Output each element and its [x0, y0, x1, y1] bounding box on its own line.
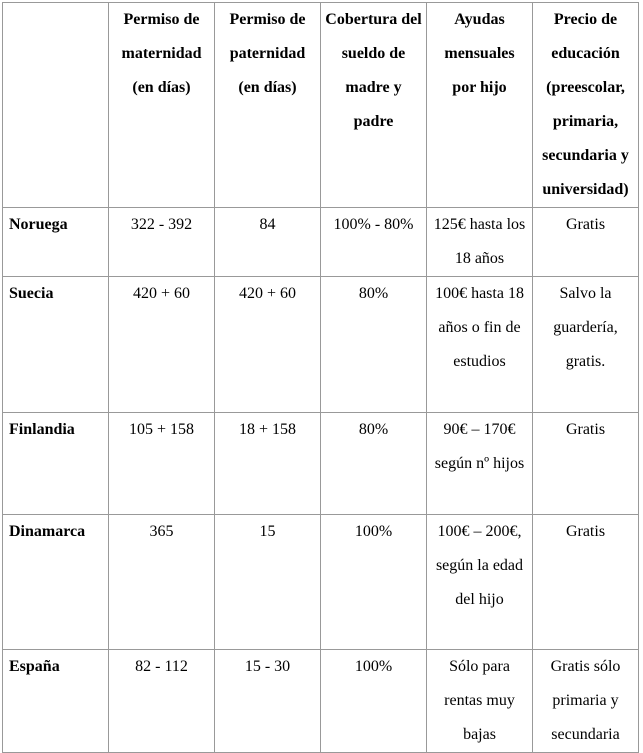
education-cell: Gratis: [533, 515, 639, 650]
education-cell: Gratis: [533, 208, 639, 277]
child-aid-cell: 125€ hasta los 18 años: [427, 208, 533, 277]
coverage-cell: 100%: [321, 515, 427, 650]
maternity-cell: 82 - 112: [109, 650, 215, 753]
child-aid-cell: 90€ – 170€ según nº hijos: [427, 413, 533, 515]
maternity-cell: 105 + 158: [109, 413, 215, 515]
country-cell: Suecia: [3, 277, 109, 413]
country-cell: España: [3, 650, 109, 753]
coverage-cell: 100%: [321, 650, 427, 753]
paternity-cell: 15: [215, 515, 321, 650]
table-row: [3, 515, 639, 650]
table-row: [3, 277, 639, 413]
coverage-cell: 100% - 80%: [321, 208, 427, 277]
child-aid-cell: Sólo para rentas muy bajas: [427, 650, 533, 753]
education-cell: Gratis: [533, 413, 639, 515]
maternity-cell: 365: [109, 515, 215, 650]
header-paternity-leave: Permiso de paternidad (en días): [215, 3, 321, 208]
header-monthly-child-aid: Ayudas mensuales por hijo: [427, 3, 533, 208]
maternity-cell: 420 + 60: [109, 277, 215, 413]
paternity-cell: 420 + 60: [215, 277, 321, 413]
country-cell: Noruega: [3, 208, 109, 277]
country-cell: Finlandia: [3, 413, 109, 515]
coverage-cell: 80%: [321, 413, 427, 515]
education-cell: Gratis sólo primaria y secundaria: [533, 650, 639, 753]
table-row: [3, 413, 639, 515]
child-aid-cell: 100€ – 200€, según la edad del hijo: [427, 515, 533, 650]
paternity-cell: 15 - 30: [215, 650, 321, 753]
education-cell: Salvo la guardería, gratis.: [533, 277, 639, 413]
family-benefits-table: [2, 2, 639, 753]
paternity-cell: 84: [215, 208, 321, 277]
paternity-cell: 18 + 158: [215, 413, 321, 515]
coverage-cell: 80%: [321, 277, 427, 413]
header-country-cell: [3, 3, 109, 208]
maternity-cell: 322 - 392: [109, 208, 215, 277]
child-aid-cell: 100€ hasta 18 años o fin de estudios: [427, 277, 533, 413]
country-cell: Dinamarca: [3, 515, 109, 650]
table-header-row: [3, 3, 639, 208]
header-education-price: Precio de educación (preescolar, primaria, secundaria y universidad): [533, 3, 639, 208]
table-row: [3, 208, 639, 277]
header-salary-coverage: Cobertura del sueldo de madre y padre: [321, 3, 427, 208]
table-row: [3, 650, 639, 753]
header-maternity-leave: Permiso de maternidad (en días): [109, 3, 215, 208]
